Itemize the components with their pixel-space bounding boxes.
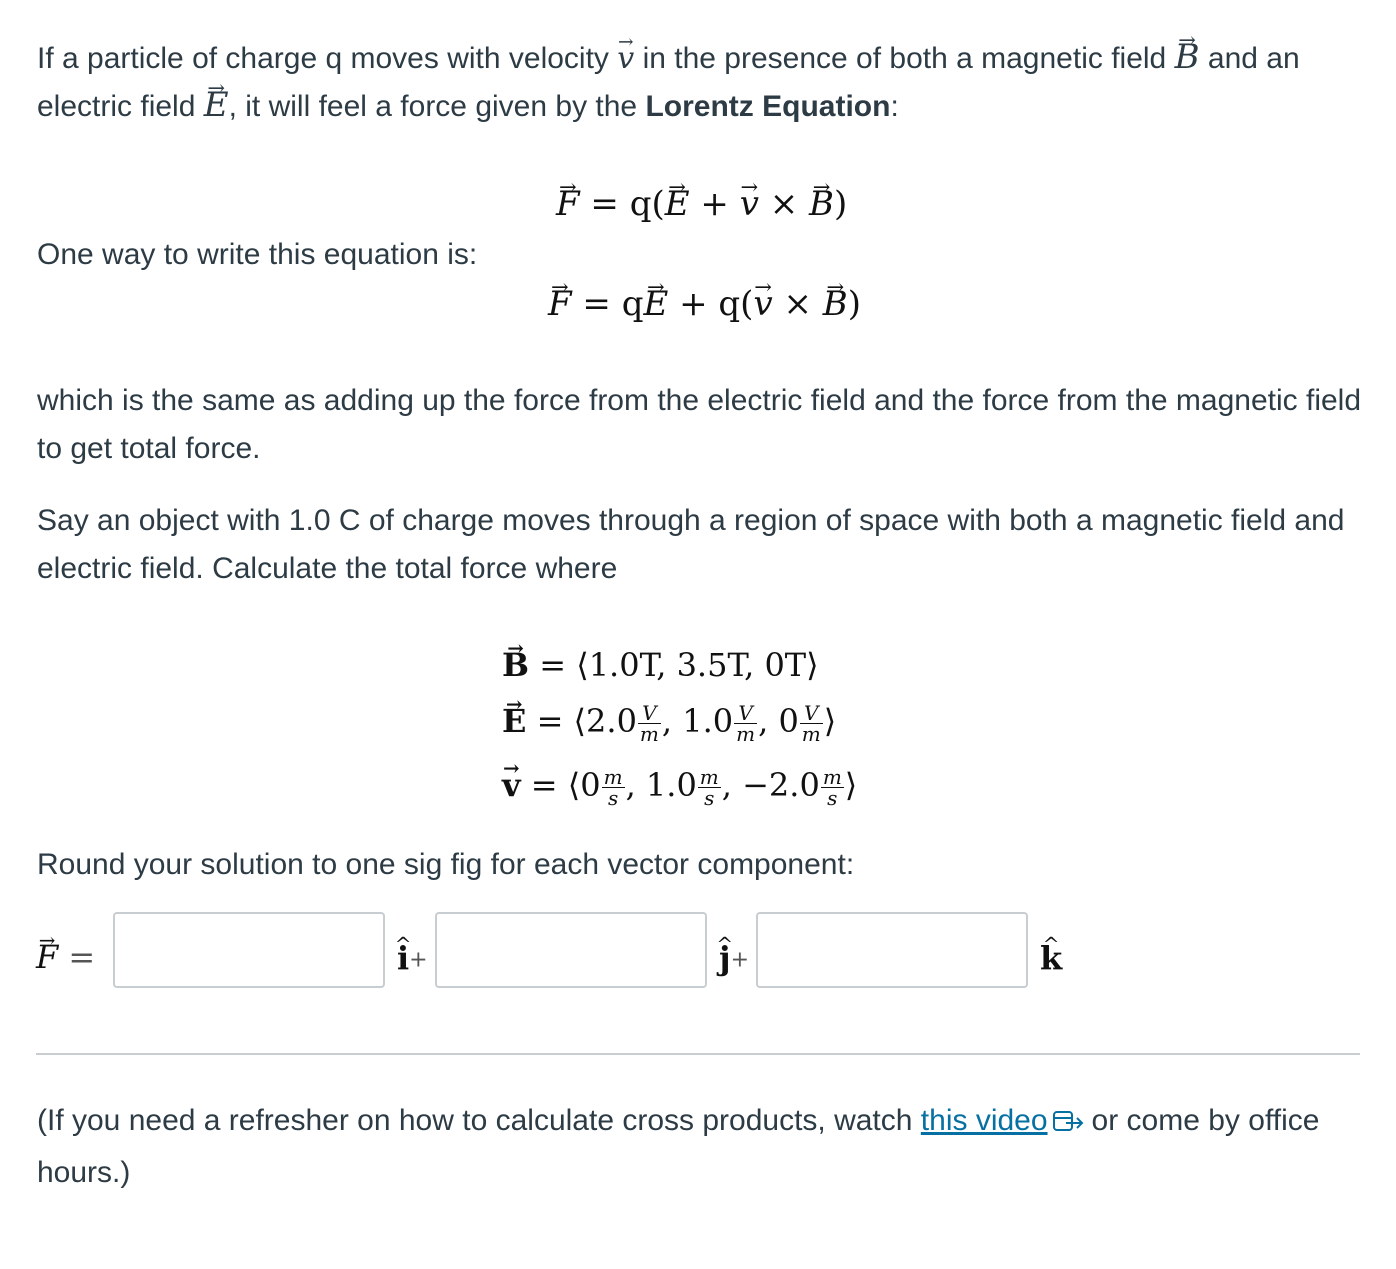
k-hat-symbol: ^ k (1040, 938, 1062, 978)
eq1-v-symbol: → v (740, 187, 759, 221)
eq1-b-symbol: → B (809, 187, 834, 221)
electric-field-symbol: → E (204, 88, 229, 122)
intro-paragraph (37, 35, 1362, 131)
answer-force-label (36, 938, 95, 976)
footer-text-after: or come by office hours.) (37, 1104, 1320, 1189)
given-v-close: ⟩ (844, 766, 858, 804)
e-unit-fraction (734, 703, 757, 744)
comma: , (721, 766, 732, 804)
e-unit-num: V (800, 703, 823, 724)
k-hat-unit (1040, 938, 1062, 978)
eq2-times: × (783, 284, 812, 324)
given-e-row (502, 702, 836, 744)
section-divider (36, 1053, 1360, 1055)
v-unit-fraction (821, 767, 844, 808)
eq2-b-symbol: → B (823, 287, 848, 321)
e-unit-num: V (638, 703, 661, 724)
v-unit-num: m (699, 765, 719, 789)
comma: , (625, 766, 636, 804)
footer-text-before: (If you need a refresher on how to calculate cross products, watch (37, 1104, 913, 1137)
intro-text-3: and an electric field (37, 42, 1300, 123)
given-v-row (502, 766, 857, 808)
force-sum-paragraph: which is the same as adding up the force from the electric field and the force from the magnetic field to get total force. (37, 384, 1362, 465)
comma: , (661, 702, 673, 740)
v-unit-fraction (602, 767, 625, 808)
given-v-x: 0 (580, 766, 601, 804)
expanded-equation-display (548, 284, 861, 324)
eq2-v-symbol: → v (753, 287, 772, 321)
answer-f-symbol: → F (36, 941, 58, 973)
given-v-open: = ⟨ (530, 766, 581, 804)
eq1-e-symbol: → E (665, 187, 690, 221)
given-e-symbol: → E (502, 705, 526, 737)
eq2-e-symbol: → E (643, 287, 668, 321)
intro-text-4: , it will feel a force given by the (228, 90, 638, 123)
e-unit-fraction (800, 703, 823, 744)
given-v-symbol: → v (502, 769, 521, 801)
velocity-symbol: → v (617, 44, 634, 74)
comma: , (758, 702, 769, 740)
video-link[interactable]: this video (920, 1104, 1048, 1137)
magnetic-field-symbol: → B (1175, 40, 1200, 74)
e-unit-den: m (639, 722, 659, 746)
eq1-equals: = q( (590, 184, 665, 224)
eq1-force-symbol: → F (556, 187, 580, 221)
i-hat-unit (397, 938, 428, 981)
lorentz-equation-display (556, 184, 847, 224)
eq2-plus: + q( (679, 284, 754, 324)
eq1-times: × (769, 184, 799, 224)
given-e-x: 2.0 (586, 702, 637, 740)
round-instruction: Round your solution to one sig fig for each vector component: (37, 848, 855, 881)
e-unit-fraction (638, 703, 661, 744)
eq2-close: ) (847, 284, 862, 324)
given-e-y: 1.0 (682, 702, 734, 740)
answer-k-component-input[interactable] (756, 912, 1028, 988)
v-unit-fraction (698, 767, 721, 808)
v-unit-den: s (704, 786, 715, 810)
eq2-force-symbol: → F (548, 287, 572, 321)
e-unit-num: V (734, 703, 757, 724)
i-hat-symbol: ^ i (397, 938, 409, 978)
one-way-text: One way to write this equation is: (37, 238, 478, 271)
v-unit-num: m (603, 765, 623, 789)
v-unit-den: s (607, 786, 619, 810)
problem-paragraph: Say an object with 1.0 C of charge moves through a region of space with both a magnetic field and electric field. Calculate the total force where (37, 504, 1345, 585)
e-unit-den: m (801, 722, 821, 746)
given-b-symbol: → B (502, 649, 529, 681)
intro-text-1: If a particle of charge q moves with velocity (37, 42, 609, 75)
answer-j-component-input[interactable] (435, 912, 707, 988)
v-unit-num: m (822, 765, 842, 789)
given-b-value: = ⟨1.0T, 3.5T, 0T⟩ (539, 646, 819, 684)
e-unit-den: m (736, 722, 756, 746)
intro-text-2: in the presence of both a magnetic field (642, 42, 1167, 75)
external-link-icon (1052, 1101, 1086, 1149)
plus-sign: + (730, 947, 750, 973)
answer-equals: = (68, 938, 96, 976)
v-unit-den: s (827, 786, 838, 810)
lorentz-equation-bold: Lorentz Equation (645, 90, 891, 123)
answer-i-component-input[interactable] (113, 912, 385, 988)
refresher-note (37, 1097, 1362, 1197)
given-b-row (502, 646, 819, 684)
eq1-plus: + (700, 184, 729, 224)
eq1-close: ) (834, 184, 848, 224)
given-e-z: 0 (778, 702, 799, 740)
intro-text-5: : (890, 90, 899, 123)
eq2-equals: = q (582, 284, 644, 324)
given-e-close: ⟩ (823, 702, 837, 740)
given-e-open: = ⟨ (536, 702, 587, 740)
j-hat-symbol: ^ j (719, 938, 731, 978)
j-hat-unit (719, 938, 749, 981)
given-v-y: 1.0 (645, 766, 697, 804)
plus-sign: + (409, 947, 428, 973)
given-v-z: −2.0 (742, 766, 820, 804)
